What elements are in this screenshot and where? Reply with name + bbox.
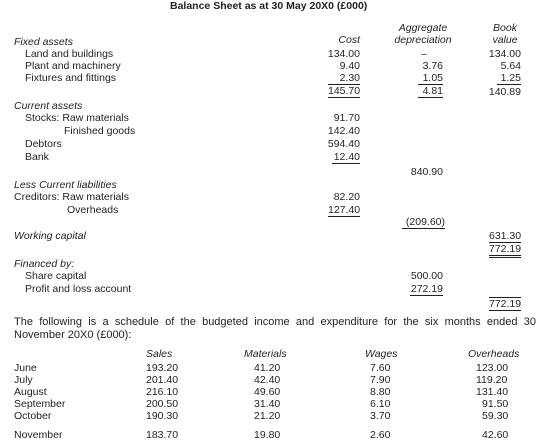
financed-by-heading: Financed by: <box>14 258 75 270</box>
cell-book: 134.00 <box>488 48 521 60</box>
cell-book: 1.25 <box>497 72 521 85</box>
col-header-value: value <box>492 34 518 46</box>
schedule-month: September <box>14 398 66 410</box>
schedule-materials: 41.20 <box>254 362 281 374</box>
share-capital-label: Share capital <box>25 270 87 282</box>
working-capital-value: 631.30 <box>489 230 522 242</box>
overheads-value: 127.40 <box>328 204 361 216</box>
current-liabilities-total: (209.60) <box>402 216 445 229</box>
creditors-label: Creditors: Raw materials <box>14 191 129 203</box>
schedule-materials: 19.80 <box>254 429 281 441</box>
schedule-sales: 193.20 <box>146 362 179 374</box>
schedule-sales: 183.70 <box>146 429 179 441</box>
cell-cost: 2.30 <box>328 72 360 85</box>
col-header-depreciation: depreciation <box>394 34 452 46</box>
schedule-overheads: 131.40 <box>476 386 509 398</box>
row-label: Fixtures and fittings <box>25 72 117 84</box>
fixed-assets-heading: Fixed assets <box>14 36 73 48</box>
schedule-month: June <box>14 362 37 374</box>
schedule-materials: 49.60 <box>254 386 281 398</box>
debtors-label: Debtors <box>25 138 62 150</box>
schedule-month: July <box>14 374 33 386</box>
stocks-raw-value: 91.70 <box>333 112 360 124</box>
schedule-wages: 3.70 <box>370 410 391 422</box>
schedule-header-wages: Wages <box>365 348 398 360</box>
schedule-overheads: 123.00 <box>476 362 509 374</box>
schedule-materials: 21.20 <box>254 410 281 422</box>
cell-dep: 3.76 <box>422 60 443 72</box>
total-cost: 145.70 <box>328 85 361 97</box>
schedule-header-sales: Sales <box>146 348 173 360</box>
share-capital-value: 500.00 <box>410 270 443 282</box>
creditors-raw-value: 82.20 <box>333 191 360 203</box>
current-assets-total: 840.90 <box>410 166 443 178</box>
stocks-label: Stocks: Raw materials <box>25 112 129 124</box>
schedule-sales: 201.40 <box>146 374 179 386</box>
col-header-book: Book <box>493 22 517 34</box>
schedule-sales: 190.30 <box>146 410 179 422</box>
total-dep: 4.81 <box>418 85 443 98</box>
schedule-overheads: 42.60 <box>482 429 509 441</box>
schedule-month: November <box>14 429 63 441</box>
cell-dep: 1.05 <box>418 72 443 85</box>
row-label: Land and buildings <box>25 48 114 60</box>
financed-by-total: 772.19 <box>489 298 522 310</box>
schedule-intro-paragraph: The following is a schedule of the budgeted income and expenditure for the six months ended 30 November 20X0 (£000): <box>14 316 536 341</box>
cell-cost: 134.00 <box>327 48 360 60</box>
overheads-label: Overheads <box>67 204 119 216</box>
cell-book: 5.64 <box>500 60 521 72</box>
working-capital-total: 772.19 <box>489 243 521 258</box>
schedule-wages: 6.10 <box>370 398 391 410</box>
schedule-sales: 200.50 <box>146 398 179 410</box>
cell-cost: 9.40 <box>339 60 360 72</box>
profit-loss-value: 272.19 <box>410 283 443 295</box>
bank-value: 12.40 <box>333 151 360 163</box>
schedule-overheads: 59.30 <box>482 410 509 422</box>
schedule-materials: 31.40 <box>254 398 281 410</box>
finished-goods-value: 142.40 <box>327 125 360 137</box>
current-assets-heading: Current assets <box>14 100 83 112</box>
schedule-sales: 216.10 <box>146 386 179 398</box>
current-liabilities-heading: Less Current liabilities <box>14 179 117 191</box>
schedule-overheads: 91.50 <box>482 398 509 410</box>
schedule-month: August <box>14 386 47 398</box>
col-header-aggregate: Aggregate <box>398 22 448 34</box>
schedule-wages: 7.90 <box>370 374 391 386</box>
schedule-month: October <box>14 410 52 422</box>
schedule-wages: 8.80 <box>370 386 391 398</box>
schedule-header-materials: Materials <box>244 348 287 360</box>
working-capital-label: Working capital <box>14 230 86 242</box>
schedule-wages: 7.60 <box>370 362 391 374</box>
schedule-materials: 42.40 <box>254 374 281 386</box>
schedule-header-overheads: Overheads <box>468 348 520 360</box>
total-book: 140.89 <box>488 86 521 98</box>
bank-label: Bank <box>25 151 49 163</box>
cell-dep: – <box>421 48 427 60</box>
schedule-overheads: 119.20 <box>476 374 508 386</box>
row-label: Plant and machinery <box>25 60 121 72</box>
schedule-wages: 2.60 <box>370 429 391 441</box>
page-title: Balance Sheet as at 30 May 20X0 (£000) <box>170 0 368 12</box>
col-header-cost: Cost <box>338 34 360 46</box>
debtors-value: 594.40 <box>327 138 360 150</box>
finished-goods-label: Finished goods <box>64 125 136 137</box>
profit-loss-label: Profit and loss account <box>25 283 132 295</box>
